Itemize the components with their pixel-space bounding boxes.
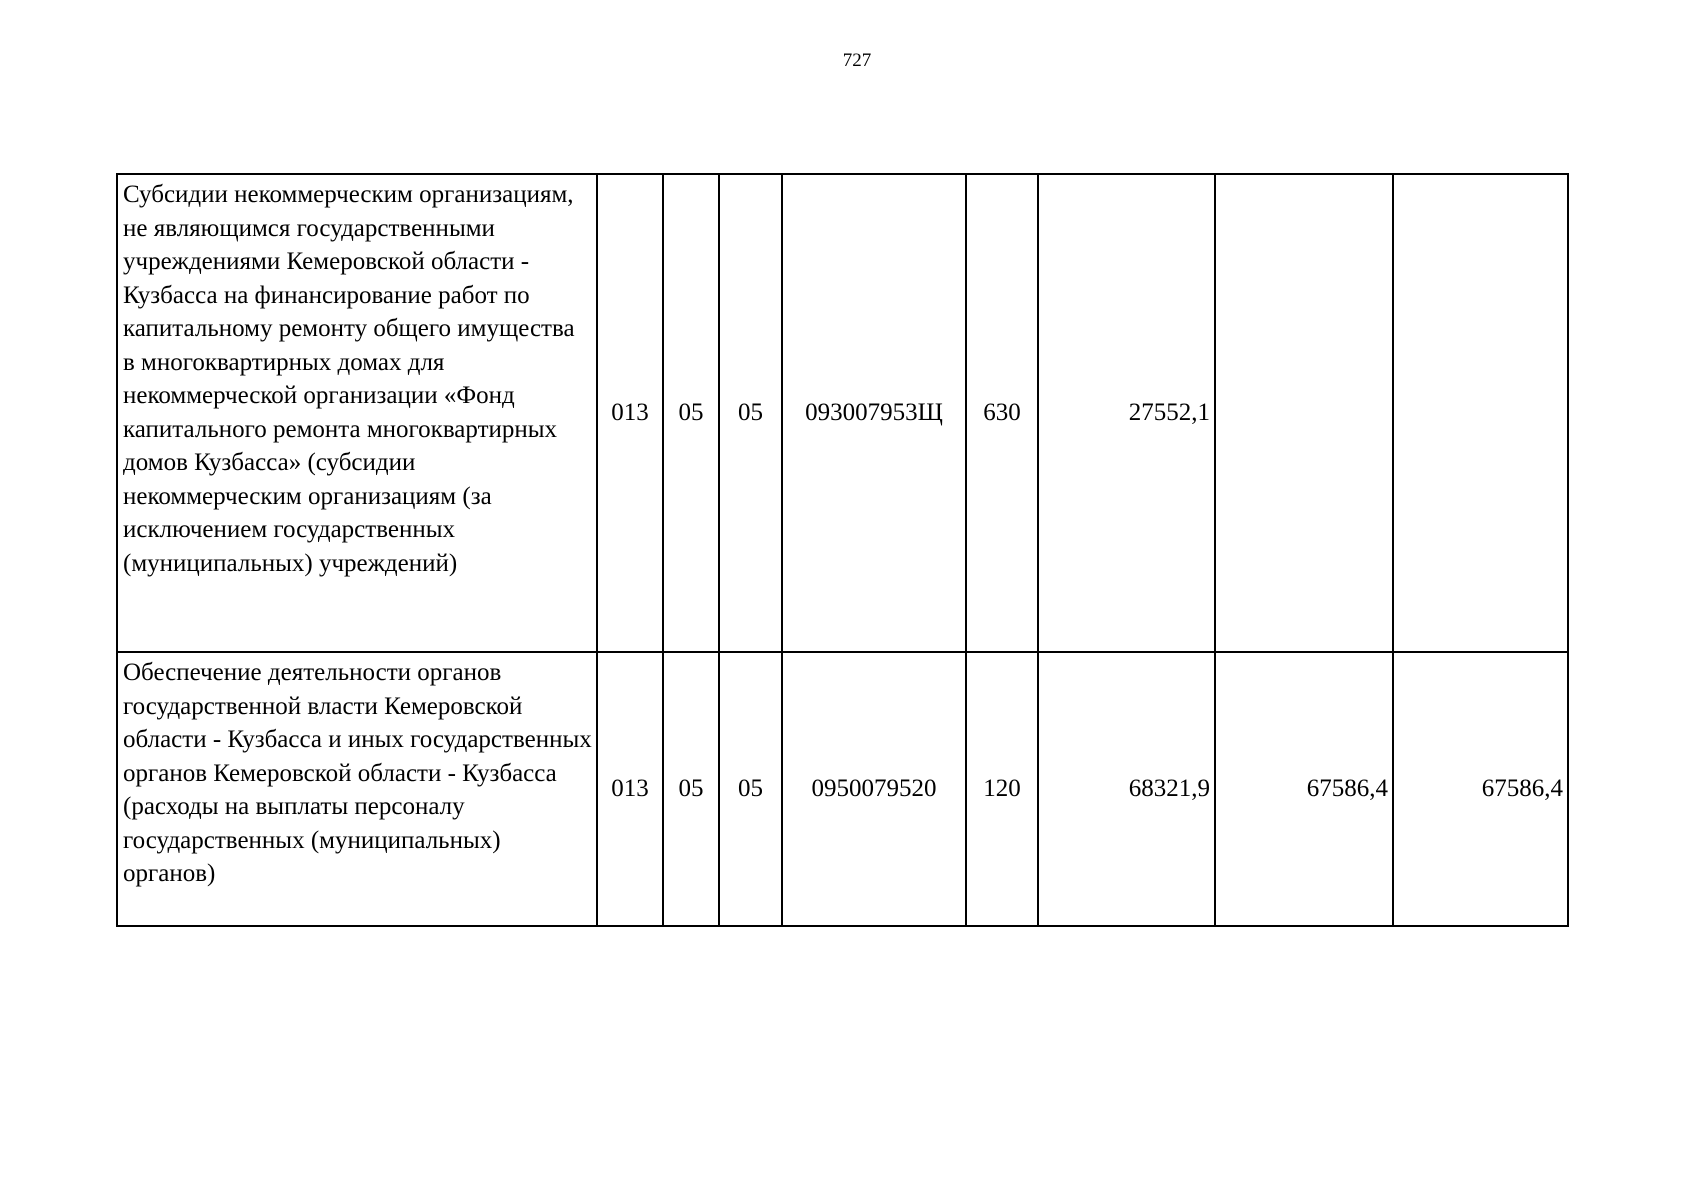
expense-type-code: 120: [966, 652, 1038, 926]
page-number: 727: [842, 50, 872, 71]
amount-year-3: 67586,4: [1393, 652, 1568, 926]
expense-type-code: 630: [966, 174, 1038, 652]
subsection-code: 05: [719, 174, 782, 652]
section-code: 05: [663, 652, 719, 926]
amount-year-2: [1215, 174, 1393, 652]
row-description: Обеспечение деятельности органов государственной власти Кемеровской области - Кузбасса и иных государственных органов Кемеровской области - Кузбасса (расходы на выплаты персоналу государственных (муниципальных) органов): [117, 652, 597, 926]
table-row: [117, 174, 1568, 652]
budget-table: [116, 173, 1569, 927]
amount-year-2: 67586,4: [1215, 652, 1393, 926]
amount-year-1: 27552,1: [1038, 174, 1215, 652]
target-article-code: 0950079520: [782, 652, 966, 926]
row-description: Субсидии некоммерческим организациям, не являющимся государственными учреждениями Кемеровской области - Кузбасса на финансирование работ по капитальному ремонту общего имущества в многоквартирных домах для некоммерческой организации «Фонд капитального ремонта многоквартирных домов Кузбасса» (субсидии некоммерческим организациям (за исключением государственных (муниципальных) учреждений): [117, 174, 597, 652]
amount-year-1: 68321,9: [1038, 652, 1215, 926]
subsection-code: 05: [719, 652, 782, 926]
table-row: [117, 652, 1568, 926]
amount-year-3: [1393, 174, 1568, 652]
target-article-code: 093007953Щ: [782, 174, 966, 652]
ministry-code: 013: [597, 174, 663, 652]
ministry-code: 013: [597, 652, 663, 926]
section-code: 05: [663, 174, 719, 652]
